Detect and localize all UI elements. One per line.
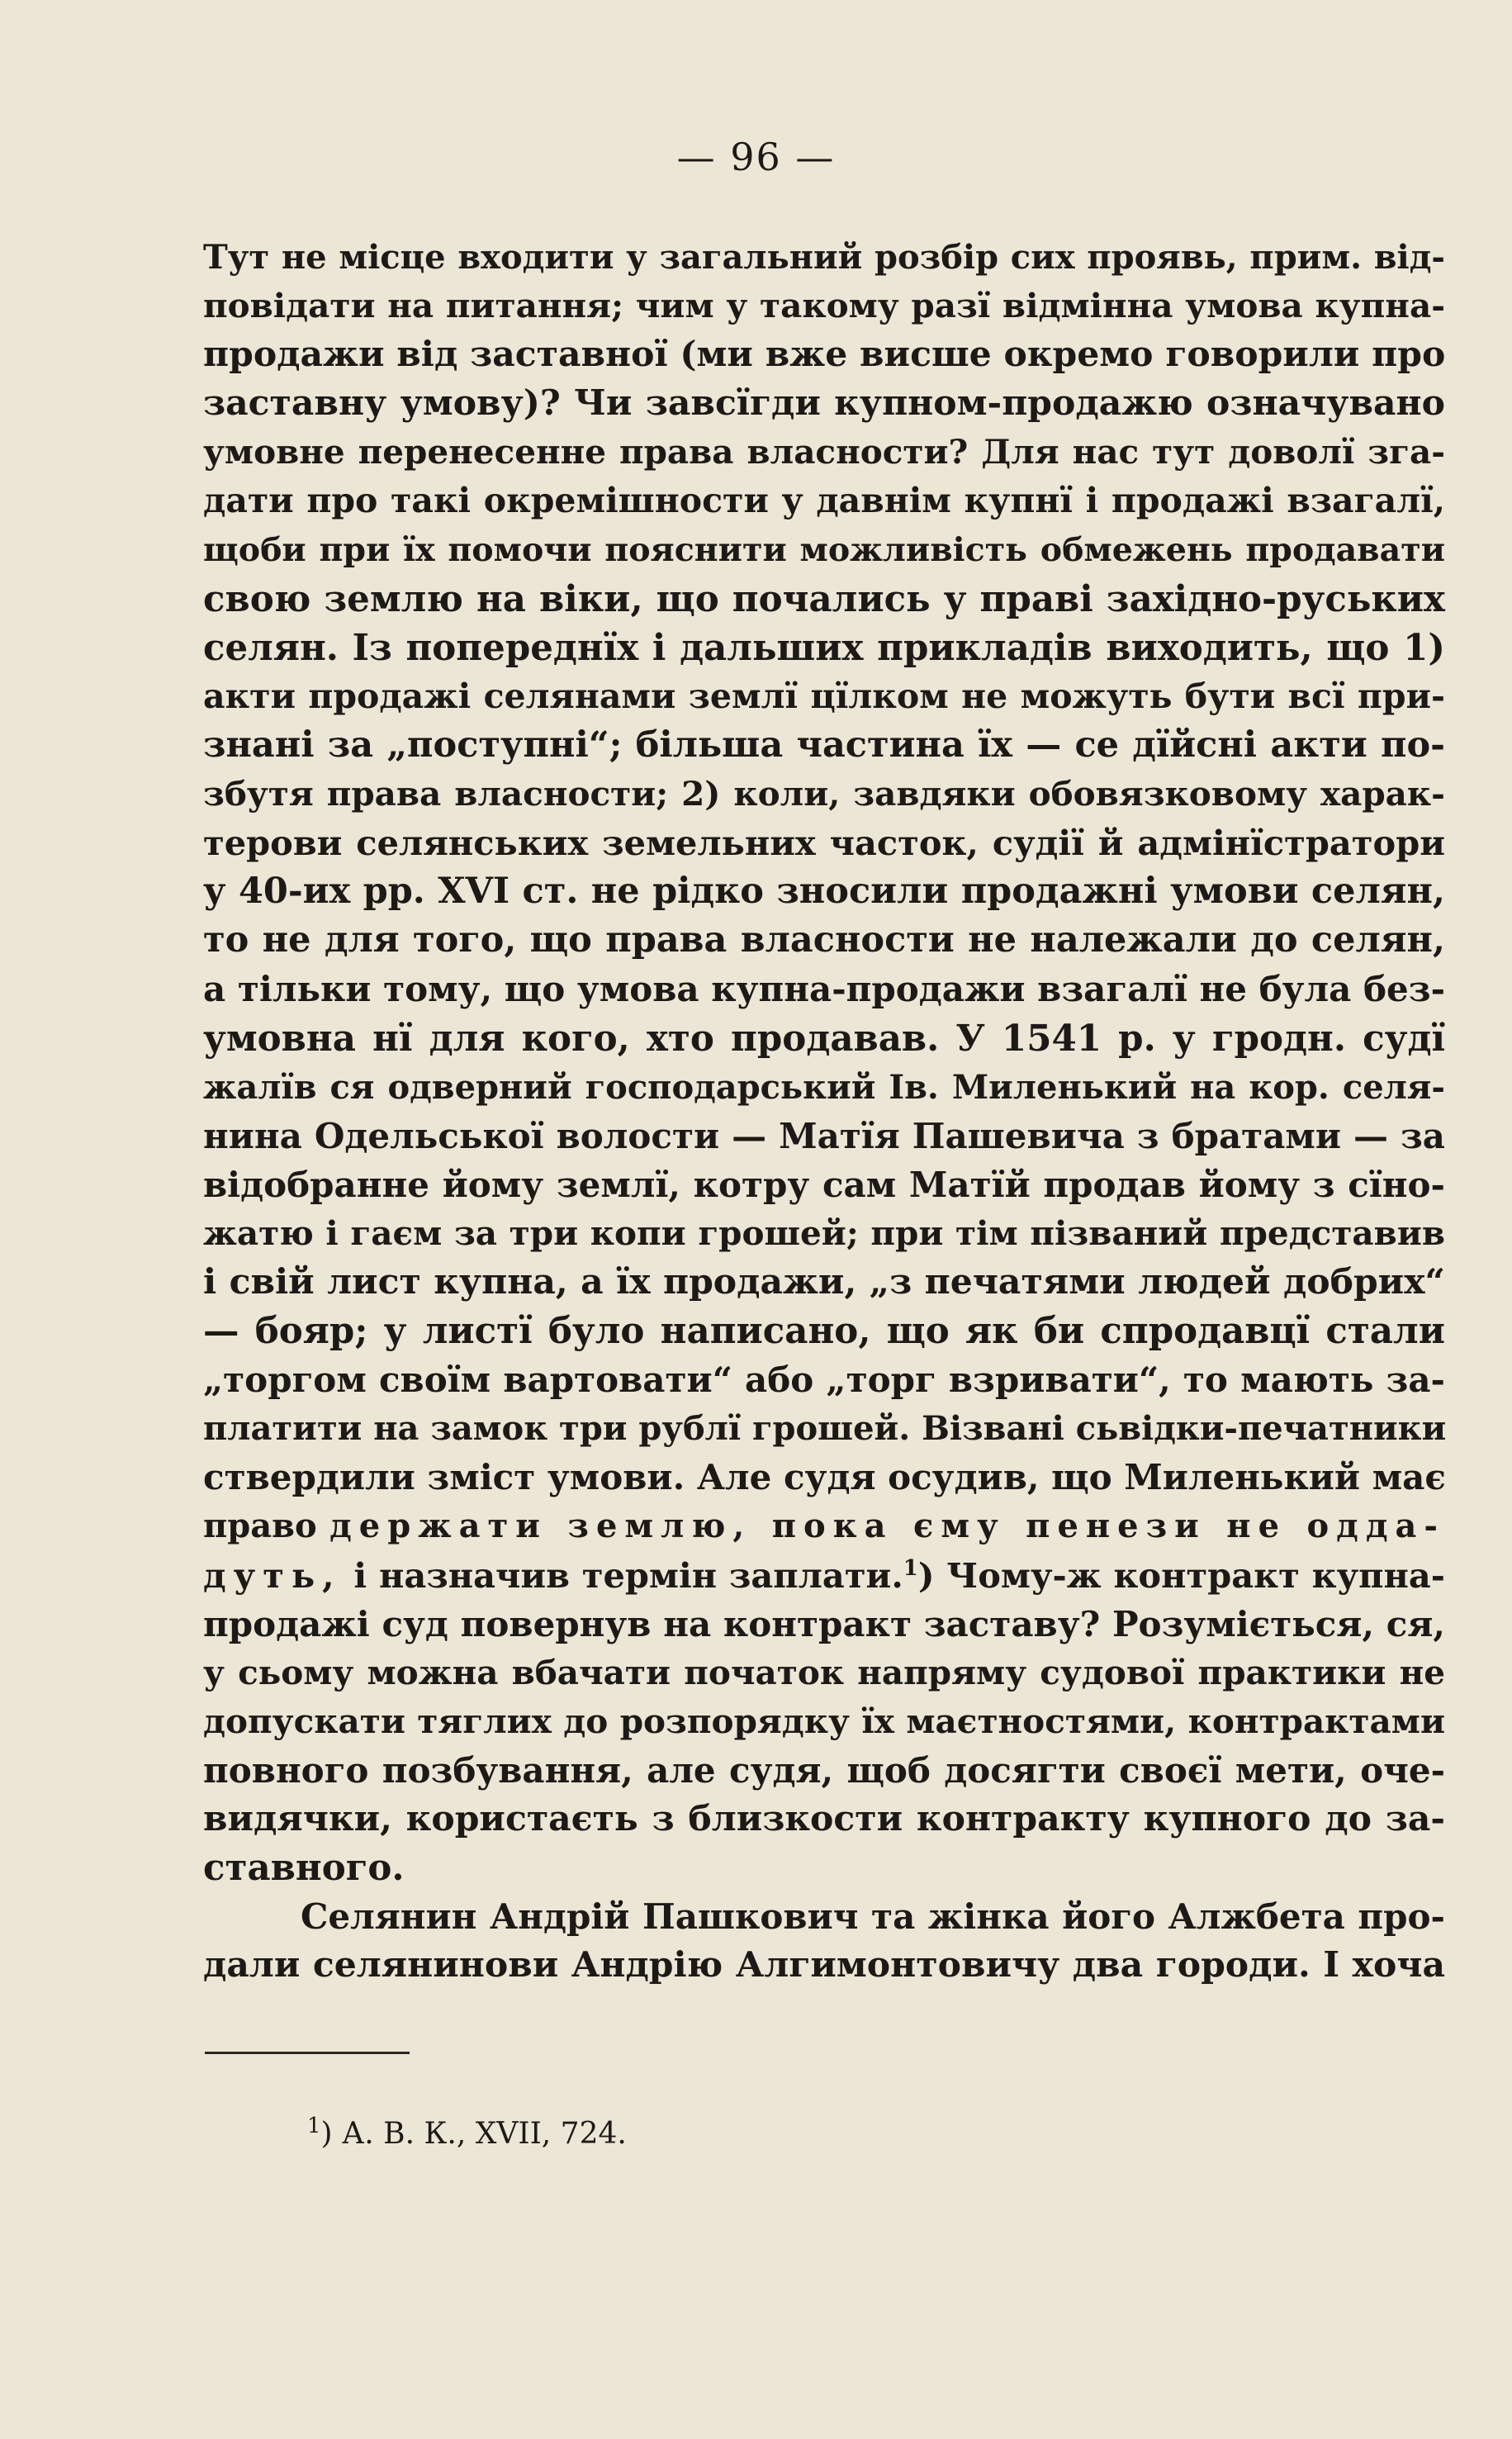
text-segment: умовна нї для кого, хто продавав. У 1541 р. у гродн. судї <box>203 1017 1445 1060</box>
text-segment: право <box>203 1507 330 1546</box>
text-line <box>203 379 1445 428</box>
text-segment: нина Одельської волости — Матїя Пашевича з братами — за <box>203 1115 1445 1156</box>
spaced-text: дуть, <box>203 1554 342 1596</box>
text-segment: у 40-их рр. XVI ст. не рідко зносили продажні умови селян, <box>203 871 1445 913</box>
text-segment: Тут не місце входити у загальний розбір сих проявь, прим. від- <box>203 238 1445 277</box>
text-line <box>203 575 1445 624</box>
text-line <box>203 330 1445 379</box>
text-segment: селян. Із попереднїх і дальших прикладів виходить, що 1) <box>203 626 1445 669</box>
text-segment: знані за „поступні“; більша частина їх — се дїйсні акти по- <box>203 724 1445 766</box>
text-segment: — бояр; у листї було написано, що як би спродавцї стали <box>203 1310 1445 1353</box>
text-line <box>203 526 1445 575</box>
footnote-marker: 1 <box>307 2114 321 2138</box>
text-line <box>203 1746 1445 1795</box>
footnote <box>307 2114 1381 2154</box>
text-segment: то не для того, що права власности не належали до селян, <box>203 919 1445 961</box>
text-segment: допускати тяглих до розпорядку їх маєтностями, контрактами <box>203 1701 1445 1741</box>
text-segment: відобранне йому землї, котру сам Матїй продав йому з сїно- <box>203 1164 1445 1205</box>
text-line <box>203 1112 1445 1160</box>
text-line <box>203 1209 1445 1258</box>
text-line <box>203 1307 1445 1355</box>
text-line <box>203 1795 1445 1843</box>
text-line <box>203 965 1445 1013</box>
text-segment: умовне перенесенне права власности? Для нас тут доволї зга- <box>203 432 1445 472</box>
text-line <box>203 1014 1445 1063</box>
text-segment: Селянин Андрій Пашкович та жінка його Алжбета про- <box>301 1896 1445 1938</box>
spaced-text: держати землю, пока єму пенези не одда- <box>329 1507 1446 1546</box>
text-segment: ставного. <box>203 1847 405 1890</box>
text-line <box>203 1843 1445 1892</box>
text-line <box>203 1502 1445 1550</box>
text-line <box>203 1453 1445 1502</box>
text-segment: жалїв ся одверний господарський Ів. Миленький на кор. селя- <box>203 1067 1445 1107</box>
text-line <box>203 1063 1445 1112</box>
text-line <box>203 428 1445 477</box>
text-segment: дали селянинови Андрію Алгимонтовичу два городи. І хоча <box>203 1944 1445 1986</box>
text-line <box>203 477 1445 525</box>
text-segment: продажи від заставної (ми вже висше окремо говорили про <box>203 334 1446 376</box>
text-line <box>203 282 1445 330</box>
text-line <box>203 721 1445 770</box>
text-line <box>203 1649 1445 1697</box>
footnote-text: ) А. В. К., XVII, 724. <box>320 2117 627 2151</box>
text-segment: і назначив термін заплати. <box>341 1554 903 1596</box>
text-line <box>203 867 1445 916</box>
text-line <box>203 1892 1445 1941</box>
text-segment: заставну умову)? Чи завсїгди купном-продажю означувано <box>203 382 1445 425</box>
text-segment: і свій лист купна, а їх продажи, „з печатями людей добрих“ <box>203 1260 1445 1303</box>
footnote-divider <box>205 2052 410 2054</box>
text-segment: платити на замок три рублї грошей. Візвані сьвідки-печатники <box>203 1409 1447 1449</box>
text-segment: повного позбування, але судя, щоб досягти своєї мети, оче- <box>203 1749 1445 1791</box>
text-segment: збутя права власности; 2) коли, завдяки обовязковому харак- <box>203 774 1445 814</box>
text-segment: видячки, користаєть з близкости контракту купного до за- <box>203 1798 1445 1839</box>
text-line <box>203 1404 1445 1453</box>
text-segment: повідати на питання; чим у такому разї відмінна умова купна- <box>203 286 1445 326</box>
text-line <box>203 1697 1445 1746</box>
text-line <box>203 1551 1445 1600</box>
text-line <box>203 624 1445 672</box>
body-text <box>203 233 1445 1990</box>
text-line <box>203 916 1445 965</box>
page-number: — 96 — <box>676 135 836 179</box>
text-line <box>203 819 1445 867</box>
text-segment: „торгом своїм вартовати“ або „торг взривати“, то мають за- <box>203 1359 1445 1401</box>
text-line <box>203 1258 1445 1307</box>
footnote-reference: 1 <box>903 1555 918 1581</box>
text-segment: продажі суд повернув на контракт заставу? Розуміється, ся, <box>203 1603 1445 1644</box>
text-line <box>203 233 1445 282</box>
text-segment: ствердили зміст умови. Але судя осудив, що Миленький має <box>203 1457 1446 1498</box>
text-line <box>203 1355 1445 1404</box>
text-segment: у сьому можна вбачати початок напряму судової практики не <box>203 1652 1445 1692</box>
text-line <box>203 1160 1445 1209</box>
text-segment: акти продажі селянами землї цїлком не можуть бути всї при- <box>203 676 1445 716</box>
text-segment: дати про такі окремішности у давнім купнї і продажі взагалї, <box>203 481 1445 521</box>
text-line <box>203 672 1445 721</box>
text-segment: свою землю на віки, що почались у праві західно-руських <box>203 577 1445 620</box>
text-segment: терови селянських земельних часток, судії й адмінїстратори <box>203 823 1445 864</box>
text-line <box>203 1600 1445 1649</box>
text-segment: щоби при їх помочи пояснити можливість обмежень продавати <box>203 530 1445 569</box>
text-segment: ) Чому-ж контракт купна- <box>917 1554 1446 1596</box>
text-segment: жатю і гаєм за три копи грошей; при тім пізваний представив <box>203 1212 1445 1253</box>
text-line <box>203 1941 1445 1990</box>
text-line <box>203 770 1445 819</box>
text-segment: а тільки тому, що умова купна-продажи взагалї не була без- <box>203 969 1445 1010</box>
